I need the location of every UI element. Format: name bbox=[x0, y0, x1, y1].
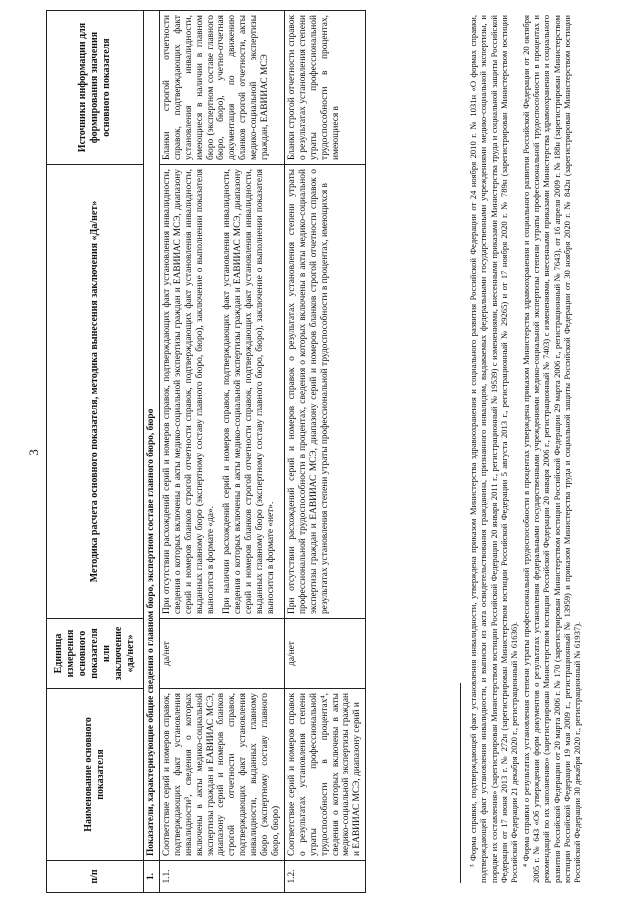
header-method: Методика расчета основного показателя, методика вынесения заключения «Да/нет» bbox=[47, 165, 144, 619]
footnote-separator bbox=[460, 683, 461, 883]
row-number: 1.2. bbox=[284, 861, 365, 893]
section-number: 1. bbox=[144, 861, 160, 893]
table-row bbox=[284, 11, 365, 893]
section-title: Показатели, характеризующие общие сведения о главном бюро, экспертном составе главного бюро, бюро bbox=[144, 11, 160, 861]
header-name: Наименование основного показателя bbox=[47, 689, 144, 861]
row-unit: да/нет bbox=[159, 619, 284, 689]
footnotes bbox=[468, 15, 583, 883]
header-source: Источники информации для формирования значения основного показателя bbox=[47, 11, 144, 165]
row-method bbox=[159, 165, 284, 619]
page-number: 3 bbox=[26, 449, 41, 456]
method-paragraph: При наличии расхождений серий и номеров справок, подтверждающих факт установления инвалидности, сведения о которых включены в акты медико-социальной экспертизы граждан и ЕАВИИАС МСЭ, диапазону серий и номеров бланков строгой отчетности справок, подтверждающих факт установления инвалидности, выданных главному бюро (экспертному составу главного бюро, бюро), заключение о выполнении показателя выносится в формате «нет». bbox=[222, 169, 277, 614]
row-source: Бланки строгой отчетности справок о результатах установления степени утраты профессиональной трудоспособности в процентах, имеющиеся в bbox=[284, 11, 365, 165]
row-indicator-name: Соответствие серий и номеров справок, подтверждающих факт установления инвалидности³, сведения о которых включены в акты медико-социальной экспертизы граждан и ЕАВИИАС МСЭ, диапазону серий и номеров бланков строгой отчетности справок, подтверждающих факт установления инвалидности, выданных главному бюро (экспертному составу главного бюро, бюро) bbox=[159, 689, 284, 861]
table-header-row bbox=[47, 11, 144, 893]
table-row bbox=[159, 11, 284, 893]
method-paragraph: При отсутствии расхождений серий и номеров справок, подтверждающих факт установления инвалидности, сведения о которых включены в акты медико-социальной экспертизы граждан и ЕАВИИАС МСЭ, диапазону серий и номеров бланков строгой отчетности справок, подтверждающих факт установления инвалидности, выданных главному бюро (экспертному составу главного бюро, бюро), заключение о выполнении показателя выносится в формате «да». bbox=[161, 169, 216, 614]
indicators-table bbox=[46, 10, 366, 893]
row-number: 1.1. bbox=[159, 861, 284, 893]
footnote: ⁴ Форма справки о результатах установления степени утраты профессиональной трудоспособности в процентах утверждена приказом Министерства здравоохранения и социального развития Российской Федерации от 20 октября 2005 г. № 643 «Об утверждении форм документов о результатах установления федеральными государственными учреждениями медико-социальной экспертизы степени утраты профессиональной трудоспособности в процентах и рекомендаций по их заполнению» (зарегистрирован Министерством юстиции Российской Федерации 20 января 2006 г., регистрационный № 7403) с изменениями, внесенными приказами Министерства здравоохранения и социального развития Российской Федерации от 20 марта 2006 г. № 170 (зарегистрирован Министерством юстиции Российской Федерации 29 марта 2006 г., регистрационный № 7643), от 16 апреля 2009 г. № 188н (зарегистрирован Министерством юстиции Российской Федерации 19 мая 2009 г., регистрационный № 13959) и приказом Министерства труда и социальной защиты Российской Федерации от 30 ноября 2020 г. № 842н (зарегистрирован Министерством юстиции Российской Федерации 30 декабря 2020 г., регистрационный № 61937). bbox=[520, 15, 583, 883]
footnote: ³ Форма справки, подтверждающей факт установления инвалидности, утверждена приказом Министерства здравоохранения и социального развития Российской Федерации от 24 ноября 2010 г. № 1031н «О формах справки, подтверждающей факт установления инвалидности, и выписки из акта освидетельствования гражданина, признанного инвалидом, выдаваемых федеральными государственными учреждениями медико-социальной экспертизы, и порядке их составления» (зарегистрирован Министерством юстиции Российской Федерации 20 января 2011 г., регистрационный № 19539) с изменениями, внесенными приказами Министерства труда и социальной защиты Российской Федерации от 17 июня 2013 г. № 272н (зарегистрирован Министерством юстиции Российской Федерации 5 августа 2013 г., регистрационный № 29265) и от 17 ноября 2020 г. № 789н (зарегистрирован Министерством юстиции Российской Федерации 21 декабря 2020 г., регистрационный № 61636). bbox=[468, 15, 520, 883]
header-num: п/п bbox=[47, 861, 144, 893]
row-unit: да/нет bbox=[284, 619, 365, 689]
row-method bbox=[284, 165, 365, 619]
section-row bbox=[144, 11, 160, 893]
header-unit: Единица измерения основного показателя или заключение «да/нет» bbox=[47, 619, 144, 689]
row-indicator-name: Соответствие серий и номеров справок о результатах установления степени утраты профессиональной трудоспособности в процентах⁴, сведения о которых включены в акты медико-социальной экспертизы граждан и ЕАВИИАС МСЭ, диапазону серий и bbox=[284, 689, 365, 861]
method-paragraph: При отсутствии расхождений серий и номеров справок о результатах установления степени утраты профессиональной трудоспособности в процентах, сведения о которых включены в акты медико-социальной экспертизы граждан и ЕАВИИАС МСЭ, диапазону серий и номеров бланков строгой отчетности справок о результатах установления степени утраты профессиональной трудоспособности в процентах, имеющихся в bbox=[286, 169, 330, 614]
row-source: Бланки строгой отчетности справок, подтверждающих факт установления инвалидности, имеющиеся в наличии в главном бюро (экспертном составе главного бюро, бюро), учетно-отчетная документация по движению бланков строгой отчетности, акты медико-социальной экспертизы граждан, ЕАВИИАС МСЭ bbox=[159, 11, 284, 165]
